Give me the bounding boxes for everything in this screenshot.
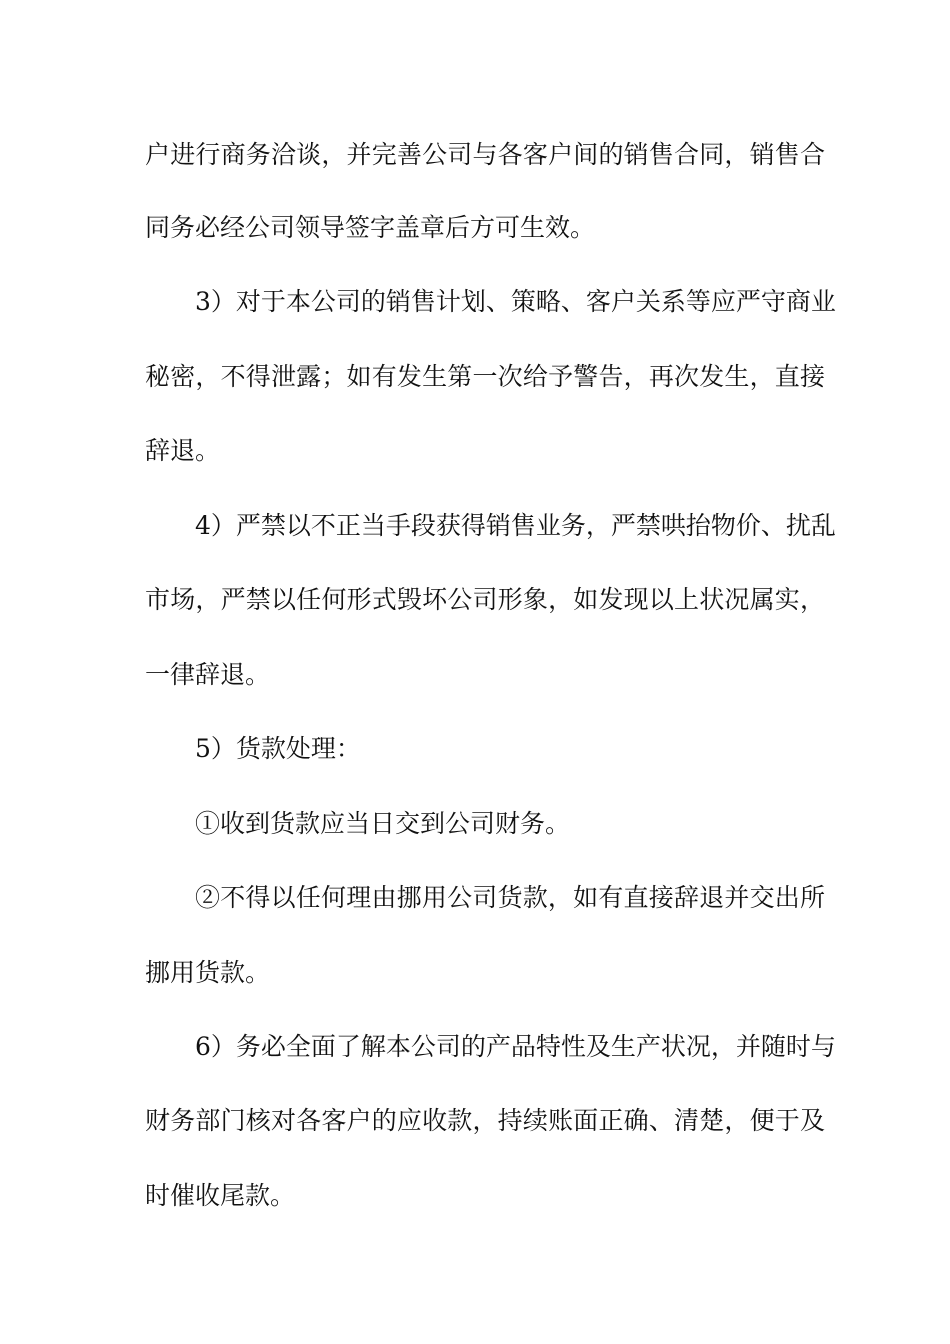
paragraph-line: 同务必经公司领导签字盖章后方可生效。: [145, 213, 596, 242]
paragraph-line: 挪用货款。: [145, 958, 271, 987]
paragraph-line: 市场，严禁以任何形式毁坏公司形象，如发现以上状况属实，: [145, 585, 825, 614]
paragraph-line-subitem-1: ①收到货款应当日交到公司财务。: [195, 809, 571, 838]
paragraph-line: 财务部门核对各客户的应收款，持续账面正确、清楚，便于及: [145, 1106, 825, 1135]
paragraph-line-item-5: 5）货款处理：: [195, 734, 361, 763]
paragraph-line-item-4: 4）严禁以不正当手段获得销售业务，严禁哄抬物价、扰乱: [195, 511, 836, 540]
paragraph-line: 辞退。: [145, 436, 221, 465]
paragraph-line-item-6: 6）务必全面了解本公司的产品特性及生产状况，并随时与: [195, 1032, 836, 1061]
paragraph-line: 时催收尾款。: [145, 1181, 296, 1210]
paragraph-line-item-3: 3）对于本公司的销售计划、策略、客户关系等应严守商业: [195, 287, 836, 316]
paragraph-line: 户进行商务洽谈，并完善公司与各客户间的销售合同，销售合: [145, 140, 825, 169]
paragraph-line: 一律辞退。: [145, 660, 271, 689]
paragraph-line-subitem-2: ②不得以任何理由挪用公司货款，如有直接辞退并交出所: [195, 883, 825, 912]
paragraph-line: 秘密，不得泄露；如有发生第一次给予警告，再次发生，直接: [145, 362, 825, 391]
